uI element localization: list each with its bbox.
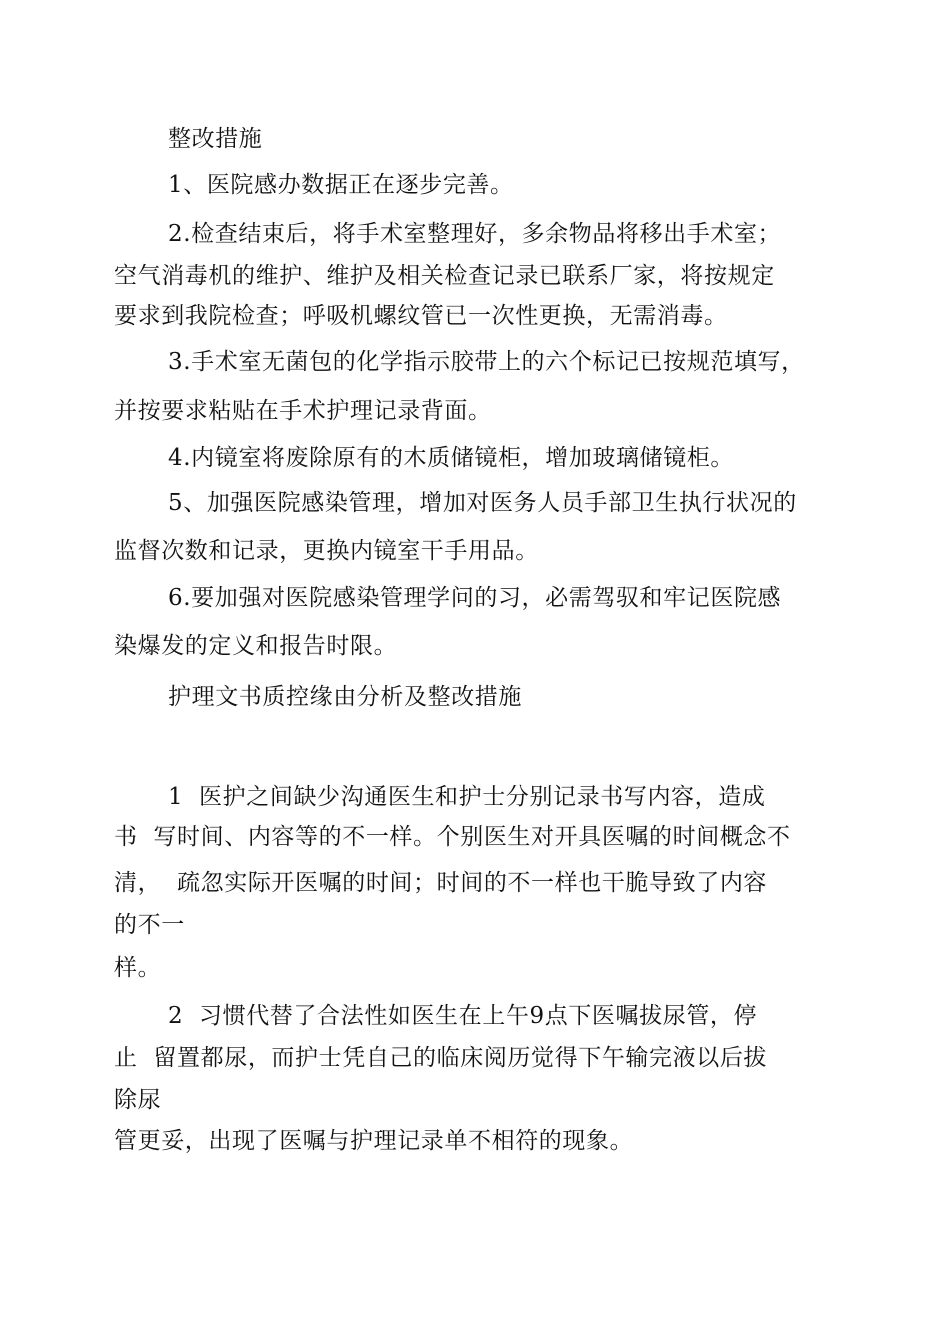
section-heading: 护理文书质控缘由分析及整改措施 — [168, 684, 522, 710]
paragraph-line: 除尿 — [114, 1087, 162, 1113]
paragraph-line: 1 医护之间缺少沟通医生和护士分别记录书写内容，造成 — [168, 784, 766, 810]
paragraph-line: 监督次数和记录，更换内镜室干手用品。 — [114, 538, 539, 564]
section-heading: 整改措施 — [168, 126, 263, 152]
paragraph-line: 样。 — [114, 955, 162, 981]
paragraph-line: 的不一 — [114, 912, 185, 938]
paragraph-line: 清， 疏忽实际开医嘱的时间；时间的不一样也干脆导致了内容 — [114, 870, 768, 896]
paragraph-line: 3.手术室无菌包的化学指示胶带上的六个标记已按规范填写， — [168, 349, 805, 375]
paragraph-line: 6.要加强对医院感染管理学问的习，必需驾驭和牢记医院感 — [168, 585, 782, 611]
paragraph-line: 1、医院感办数据正在逐步完善。 — [168, 172, 514, 198]
paragraph-line: 2.检查结束后，将手术室整理好，多余物品将移出手术室； — [168, 221, 782, 247]
paragraph-line: 4.内镜室将废除原有的木质储镜柜，增加玻璃储镜柜。 — [168, 445, 734, 471]
paragraph-line: 要求到我院检查；呼吸机螺纹管已一次性更换，无需消毒。 — [114, 303, 728, 329]
paragraph-line: 5、加强医院感染管理，增加对医务人员手部卫生执行状况的 — [168, 490, 797, 516]
paragraph-line: 止 留置都尿，而护士凭自己的临床阅历觉得下午输完液以后拔 — [114, 1045, 768, 1071]
paragraph-line: 书 写时间、内容等的不一样。个别医生对开具医嘱的时间概念不 — [114, 824, 791, 850]
paragraph-line: 染爆发的定义和报告时限。 — [114, 633, 398, 659]
paragraph-line: 管更妥，出现了医嘱与护理记录单不相符的现象。 — [114, 1128, 634, 1154]
paragraph-line: 并按要求粘贴在手术护理记录背面。 — [114, 398, 492, 424]
paragraph-line: 2 习惯代替了合法性如医生在上午9点下医嘱拔尿管，停 — [168, 1003, 758, 1029]
paragraph-line: 空气消毒机的维护、维护及相关检查记录已联系厂家，将按规定 — [114, 263, 775, 289]
